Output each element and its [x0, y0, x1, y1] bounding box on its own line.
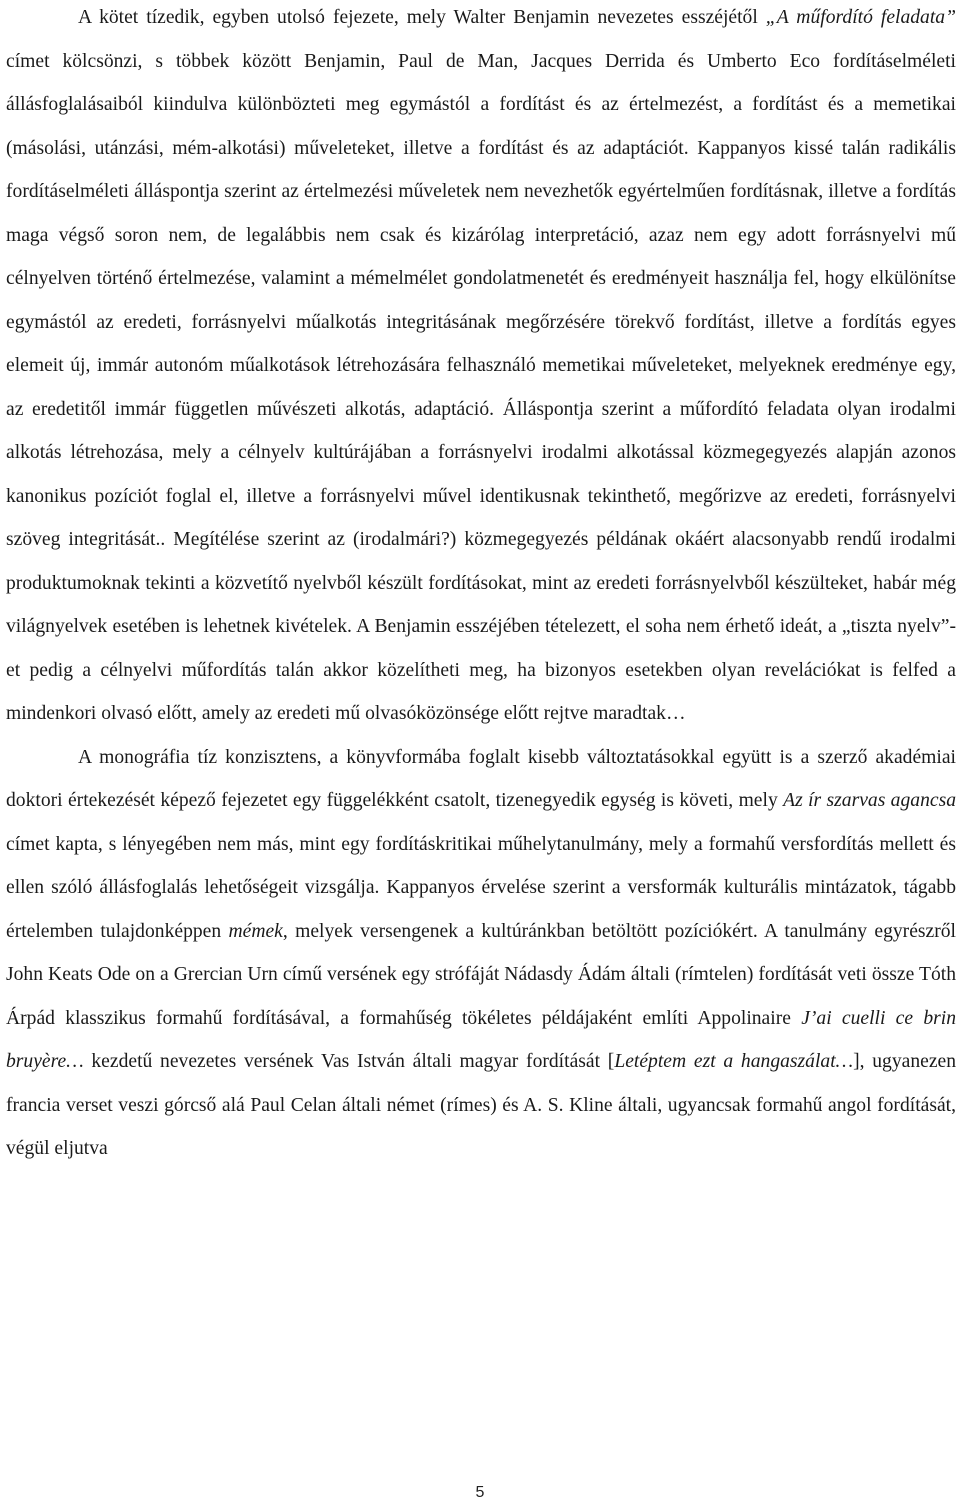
poem-title-french: J’ai cuelli ce brin bruyère… [6, 1007, 956, 1072]
paragraph-2-text-d: kezdetű nevezetes versének Vas István általi magyar fordítását [ [83, 1051, 615, 1072]
page-number: 5 [475, 1484, 485, 1501]
paragraph-1 [6, 0, 956, 736]
memes-term: mémek [228, 920, 283, 942]
document-page [6, 0, 956, 1171]
essay-title: „A műfordító feladata” [765, 7, 956, 28]
paragraph-2-text-b: címet kapta, s lényegében nem más, mint egy fordításkritikai műhelytanulmány, mely a formahű versfordítás mellett és ellen szóló állásfoglalás lehetőségeit vizsgálja. Kappanyos érvelése szerint a versformák kulturális mintázatok, tágabb értelemben tulajdonképpen [6, 833, 956, 942]
paragraph-2-text-c: , melyek versengenek a kultúránkban betöltött pozíciókért. A tanulmány egyrészről John Keats Ode on a Grercian Urn című versének egy strófáját Nádasdy Ádám általi (rímtelen) fordítását veti össze Tóth Árpád klasszikus formahű fordításával, a formahűség tökéletes példájaként említi Appolinaire [6, 920, 956, 1029]
paragraph-2-text-a: A monográfia tíz konzisztens, a könyvformába foglalt kisebb változtatásokkal együtt is a szerző akadémiai doktori értekezését képező fejezetet egy függelékként csatolt, tizenegyedik egység is követi, mely [6, 746, 956, 811]
paragraph-2-text-e: ], ugyanezen francia verset veszi górcső alá Paul Celan általi német (rímes) és A. S. Kline általi, ugyancsak formahű angol fordítását, végül eljutva [6, 1051, 957, 1159]
paragraph-1-text-b: címet kölcsönzi, s többek között Benjamin, Paul de Man, Jacques Derrida és Umberto Eco fordításelméleti állásfoglalásaiból kiindulva különbözteti meg egymástól a fordítást és az értelmezést, a fordítást és a memetikai (másolási, utánzási, mém-alkotási) műveleteket, illetve a fordítást és az adaptációt. Kappanyos kissé talán radikális fordításelméleti álláspontja szerint az értelmezési műveletek nem nevezhetők egyértelműen fordításnak, illetve a fordítás maga végső soron nem, de legalábbis nem csak és kizárólag interpretáció, azaz nem egy adott forrásnyelvi mű célnyelven történő értelmezése, valamint a mémelmélet gondolatmenetét és eredményeit használja fel, hogy elkülönítse egymástól az eredeti, forrásnyelvi műalkotás integritásának megőrzésére törekvő fordítást, illetve a fordítás egyes elemeit új, immár autonóm műalkotások létrehozására felhasználó memetikai műveleteket, melyeknek eredménye egy, az eredetitől immár független művészeti alkotás, adaptáció. Álláspontja szerint a műfordító feladata olyan irodalmi alkotás létrehozása, mely a célnyelv kultúrájában a forrásnyelvi irodalmi alkotással közmegegyezés alapján azonos kanonikus pozíciót foglal el, illetve a forrásnyelvi művel identikusnak tekinthető, megőrizve az eredeti, forrásnyelvi szöveg integritását.. Megítélése szerint az (irodalmári?) közmegegyezés példának okáért alacsonyabb rendű irodalmi produktumoknak tekinti a közvetítő nyelvből készült fordításokat, mint az eredeti forrásnyelvből készülteket, habár még világnyelvek esetében is lehetnek kivételek. A Benjamin esszéjében tételezett, el soha nem érhető ideát, a „tiszta nyelv”-et pedig a célnyelvi műfordítás talán akkor közelítheti meg, ha bizonyos esetekben olyan revelációkat is felfed a mindenkori olvasó előtt, amely az eredeti mű olvasóközönsége előtt rejtve maradtak… [6, 50, 956, 724]
paragraph-1-text-a: A kötet tízedik, egyben utolsó fejezete, mely Walter Benjamin nevezetes esszéjétől [78, 7, 766, 28]
paragraph-2 [6, 736, 956, 1171]
poem-title-hungarian: Letéptem ezt a hangaszálat… [614, 1051, 854, 1072]
chapter-title: Az ír szarvas agancsa [783, 790, 956, 811]
